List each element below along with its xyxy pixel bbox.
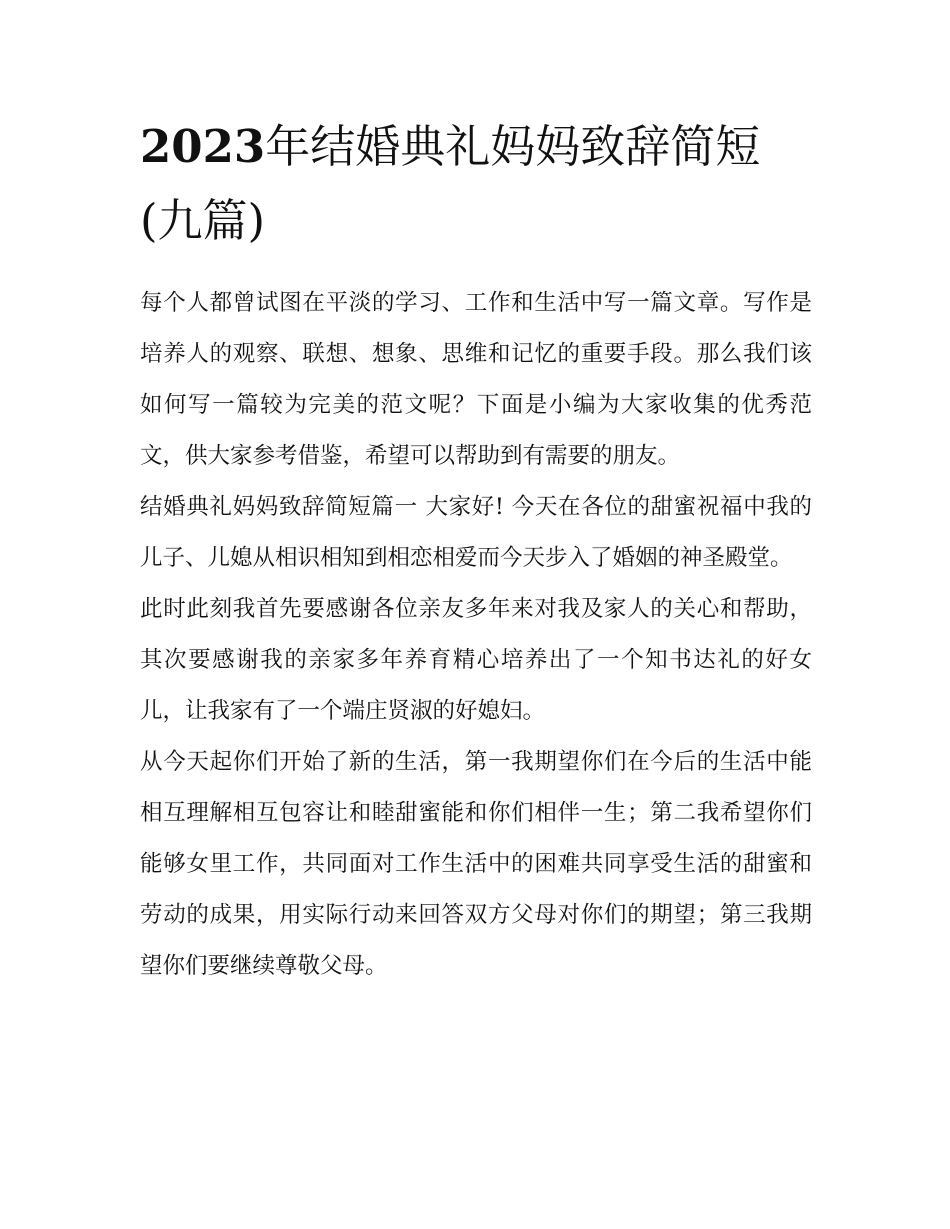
document-body xyxy=(140,278,812,992)
speech-paragraph-1: 结婚典礼妈妈致辞简短篇一 大家好! 今天在各位的甜蜜祝福中我的儿子、儿媳从相识相知到相恋相爱而今天步入了婚姻的神圣殿堂。 xyxy=(140,494,812,571)
document-title xyxy=(140,110,812,258)
speech-paragraph-3: 从今天起你们开始了新的生活，第一我期望你们在今后的生活中能相互理解相互包容让和睦甜蜜能和你们相伴一生；第二我希望你们能够女里工作，共同面对工作生活中的困难共同享受生活的甜蜜和劳动的成果，用实际行动来回答双方父母对你们的期望；第三我期望你们要继续尊敬父母。 xyxy=(140,749,812,979)
title-year: 2023 xyxy=(140,120,266,173)
title-text: 年结婚典礼妈妈致辞简短(九篇) xyxy=(140,120,761,247)
document-page xyxy=(140,110,812,992)
speech-paragraph-2: 此时此刻我首先要感谢各位亲友多年来对我及家人的关心和帮助，其次要感谢我的亲家多年养育精心培养出了一个知书达礼的好女儿，让我家有了一个端庄贤淑的好媳妇。 xyxy=(140,596,812,724)
intro-paragraph: 每个人都曾试图在平淡的学习、工作和生活中写一篇文章。写作是培养人的观察、联想、想象、思维和记忆的重要手段。那么我们该如何写一篇较为完美的范文呢？下面是小编为大家收集的优秀范文，供大家参考借鉴，希望可以帮助到有需要的朋友。 xyxy=(140,290,812,469)
